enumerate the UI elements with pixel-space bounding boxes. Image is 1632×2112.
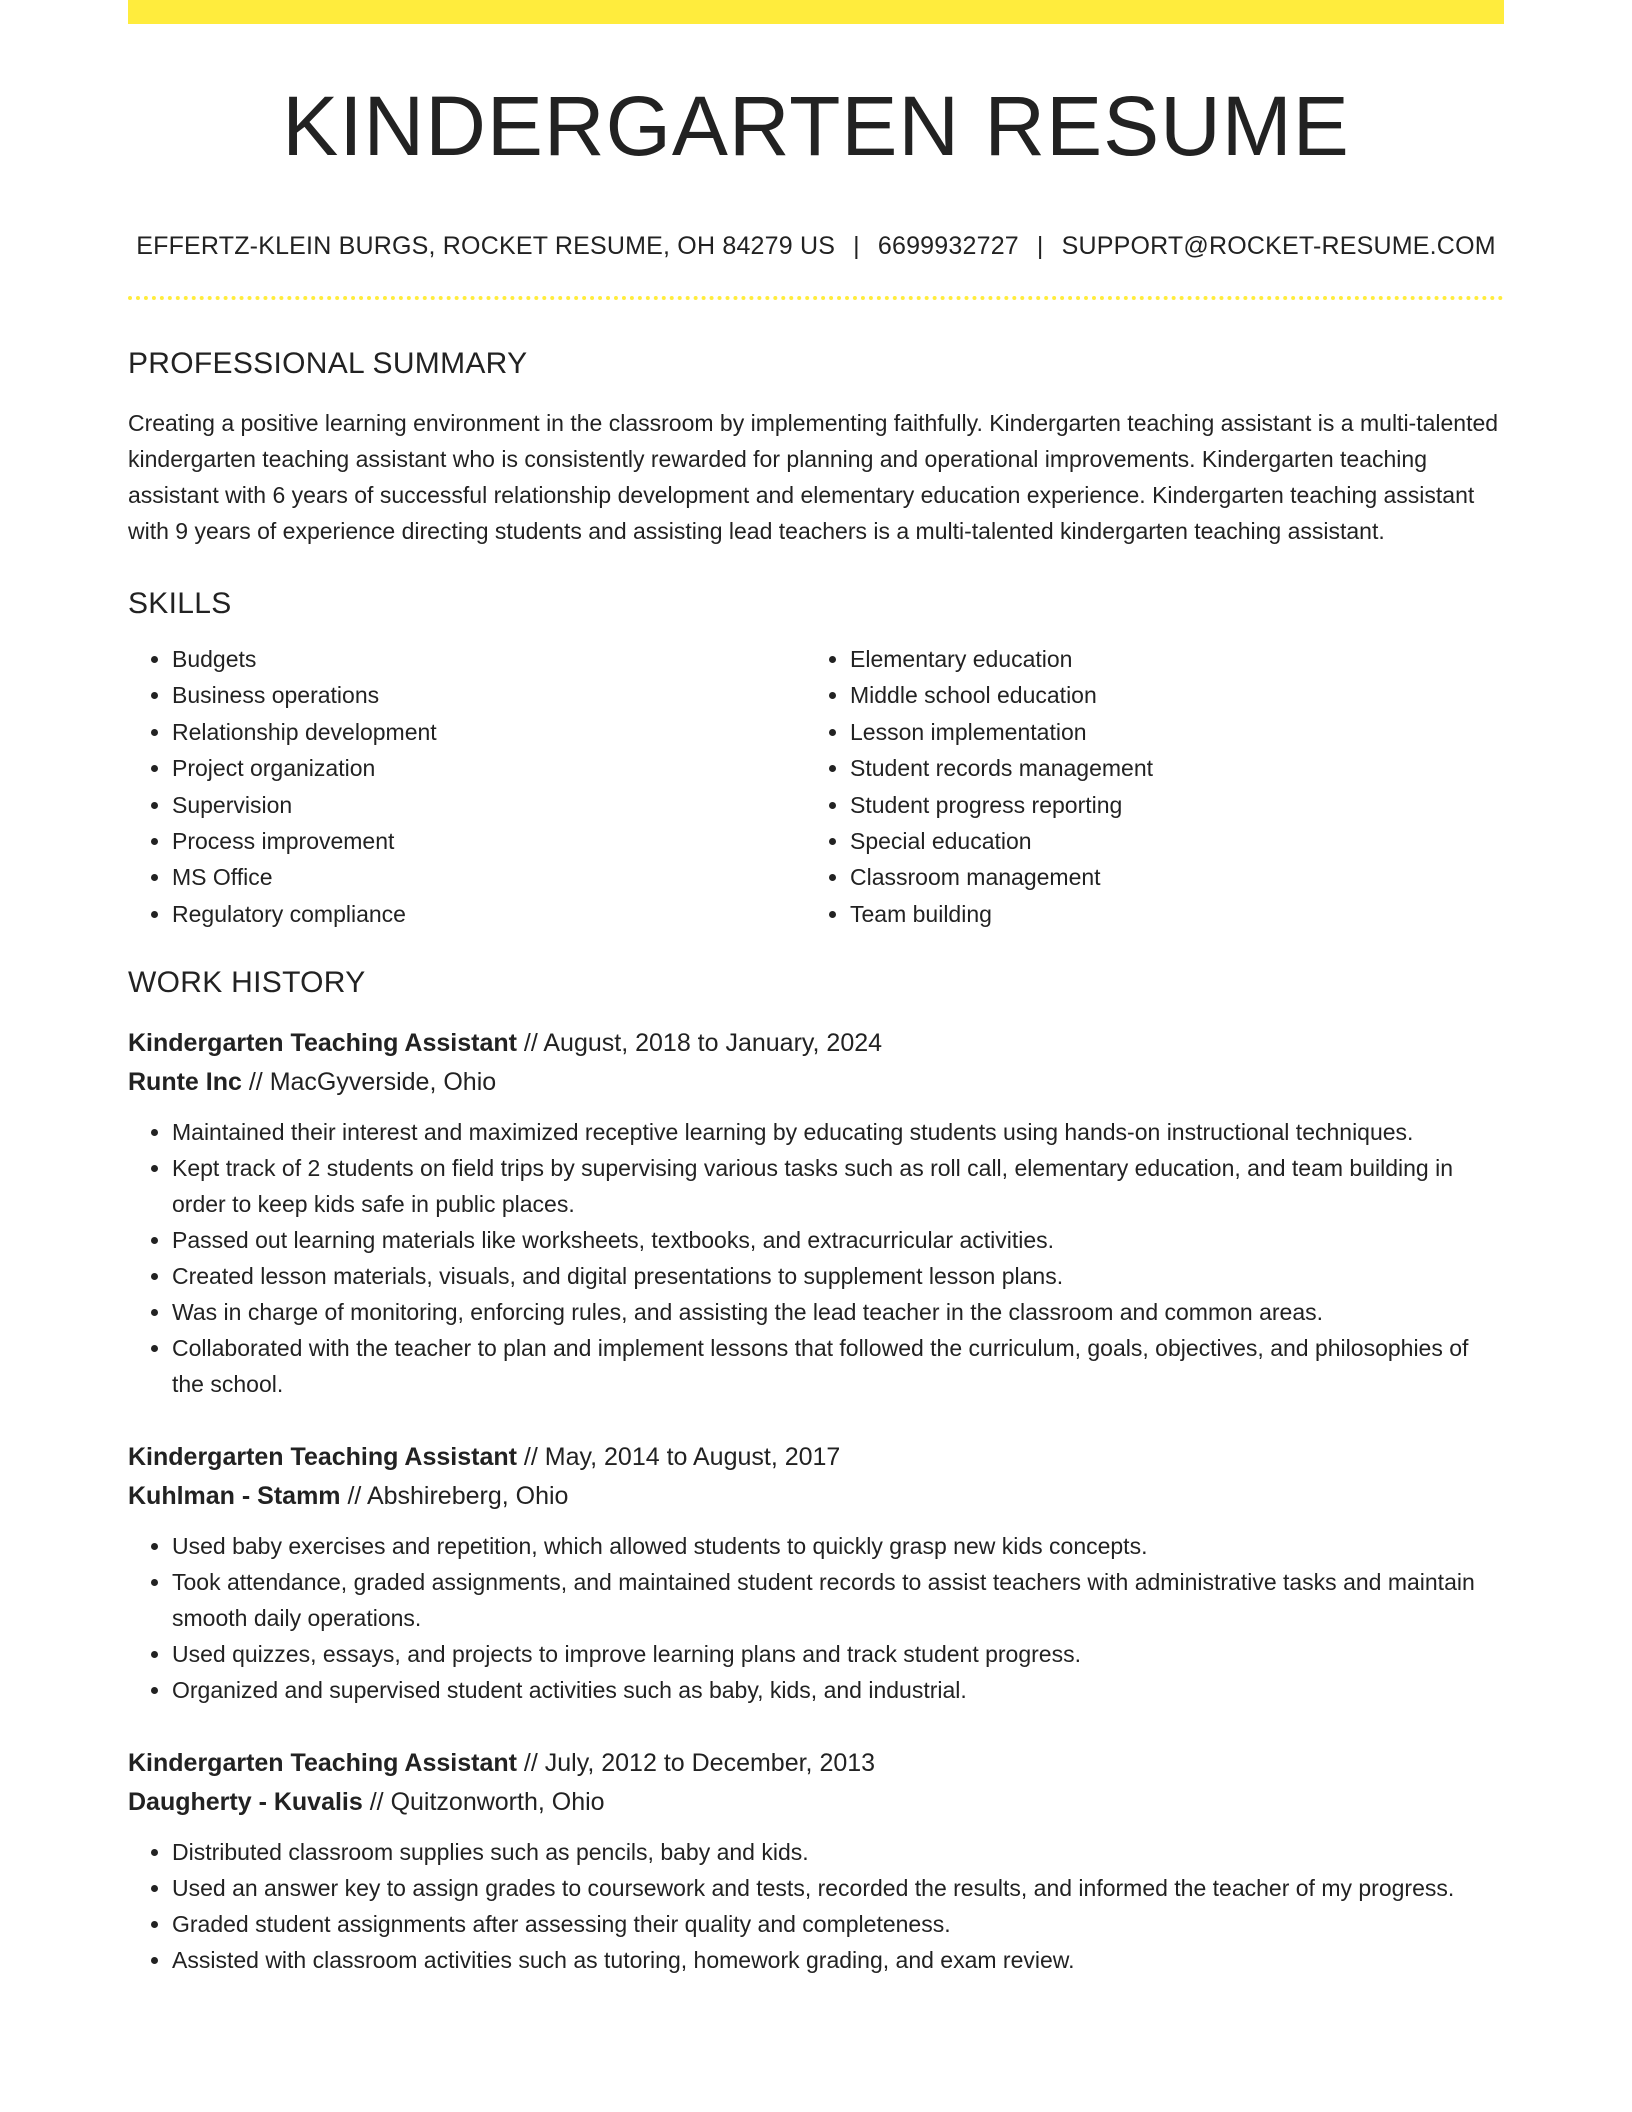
contact-address: EFFERTZ-KLEIN BURGS, ROCKET RESUME, OH 84279 US	[136, 232, 836, 260]
skill-item: • Student records management	[850, 750, 1484, 786]
job-bullet: • Took attendance, graded assignments, and maintained student records to assist teachers with administrative tasks and maintain smooth daily operations.	[172, 1564, 1504, 1636]
skill-item: • Regulatory compliance	[172, 896, 806, 932]
job-company: Kuhlman - Stamm	[128, 1482, 341, 1511]
job-dates: // May, 2014 to August, 2017	[523, 1443, 841, 1472]
job-entry	[128, 1744, 1504, 1978]
job-bullet: • Used an answer key to assign grades to coursework and tests, recorded the results, and informed the teacher of my progress.	[172, 1870, 1504, 1906]
skill-item: • Project organization	[172, 750, 806, 786]
skill-item: • Classroom management	[850, 859, 1484, 895]
skill-item: • Elementary education	[850, 641, 1484, 677]
job-entry	[128, 1024, 1504, 1402]
job-bullet: • Assisted with classroom activities such as tutoring, homework grading, and exam review.	[172, 1942, 1504, 1978]
job-bullet: • Maintained their interest and maximized receptive learning by educating students using hands-on instructional techniques.	[172, 1114, 1504, 1150]
contact-email: SUPPORT@ROCKET-RESUME.COM	[1061, 232, 1496, 260]
job-title-line	[128, 1438, 1504, 1477]
job-location: // Abshireberg, Ohio	[347, 1482, 569, 1511]
header-divider	[128, 296, 1504, 300]
skill-item: • Student progress reporting	[850, 787, 1484, 823]
summary-text: Creating a positive learning environment in the classroom by implementing faithfully. Kindergarten teaching assistant is a multi-talented kindergarten teaching assistant who is consistently rewarded for planning and operational improvements. Kindergarten teaching assistant with 6 years of successful relationship development and elementary education experience. Kindergarten teaching assistant with 9 years of experience directing students and assisting lead teachers is a multi-talented kindergarten teaching assistant.	[128, 410, 1499, 544]
job-bullets	[128, 1834, 1504, 1978]
skill-item: • Supervision	[172, 787, 806, 823]
job-bullet: • Kept track of 2 students on field trips by supervising various tasks such as roll call, elementary education, and team building in order to keep kids safe in public places.	[172, 1150, 1504, 1222]
skills-heading: SKILLS	[128, 587, 232, 620]
resume-name: KINDERGARTEN RESUME	[282, 79, 1350, 173]
contact-phone: 6699932727	[877, 232, 1019, 260]
skills-list-left	[128, 641, 806, 932]
skill-item: • Middle school education	[850, 677, 1484, 713]
job-company-line	[128, 1783, 1504, 1822]
skills-columns	[128, 641, 1504, 932]
job-company-line	[128, 1063, 1504, 1102]
job-bullet: • Used quizzes, essays, and projects to improve learning plans and track student progress.	[172, 1636, 1504, 1672]
job-bullet: • Was in charge of monitoring, enforcing rules, and assisting the lead teacher in the classroom and common areas.	[172, 1294, 1504, 1330]
top-accent-bar	[128, 0, 1504, 24]
skill-item: • MS Office	[172, 859, 806, 895]
job-company-line	[128, 1477, 1504, 1516]
skill-item: • Process improvement	[172, 823, 806, 859]
contact-separator: |	[1036, 232, 1044, 260]
resume-page	[128, 0, 1504, 1978]
contact-separator: |	[853, 232, 860, 260]
job-title-line	[128, 1744, 1504, 1783]
job-bullet: • Used baby exercises and repetition, which allowed students to quickly grasp new kids concepts.	[172, 1528, 1504, 1564]
job-bullet: • Organized and supervised student activities such as baby, kids, and industrial.	[172, 1672, 1504, 1708]
skill-item: • Relationship development	[172, 714, 806, 750]
job-bullet: • Graded student assignments after assessing their quality and completeness.	[172, 1906, 1504, 1942]
job-role: Kindergarten Teaching Assistant	[128, 1749, 517, 1778]
job-dates: // August, 2018 to January, 2024	[523, 1029, 883, 1058]
job-bullet: • Created lesson materials, visuals, and digital presentations to supplement lesson plans.	[172, 1258, 1504, 1294]
skill-item: • Budgets	[172, 641, 806, 677]
job-bullets	[128, 1114, 1504, 1402]
job-dates: // July, 2012 to December, 2013	[523, 1749, 876, 1778]
job-location: // MacGyverside, Ohio	[248, 1068, 497, 1097]
work-history-heading: WORK HISTORY	[128, 966, 366, 1000]
summary-heading: PROFESSIONAL SUMMARY	[128, 347, 528, 380]
skill-item: • Special education	[850, 823, 1484, 859]
job-role: Kindergarten Teaching Assistant	[128, 1443, 517, 1472]
job-location: // Quitzonworth, Ohio	[369, 1788, 605, 1817]
job-entry	[128, 1438, 1504, 1708]
job-bullet: • Collaborated with the teacher to plan and implement lessons that followed the curriculum, goals, objectives, and philosophies of the school.	[172, 1330, 1504, 1402]
job-company: Runte Inc	[128, 1068, 242, 1097]
job-bullets	[128, 1528, 1504, 1708]
job-bullet: • Distributed classroom supplies such as pencils, baby and kids.	[172, 1834, 1504, 1870]
skills-list-right	[806, 641, 1484, 932]
skill-item: • Lesson implementation	[850, 714, 1484, 750]
contact-line	[128, 234, 1504, 259]
skill-item: • Business operations	[172, 677, 806, 713]
job-title-line	[128, 1024, 1504, 1063]
job-bullet: • Passed out learning materials like worksheets, textbooks, and extracurricular activities.	[172, 1222, 1504, 1258]
job-company: Daugherty - Kuvalis	[128, 1788, 363, 1817]
job-role: Kindergarten Teaching Assistant	[128, 1029, 517, 1058]
skill-item: • Team building	[850, 896, 1484, 932]
